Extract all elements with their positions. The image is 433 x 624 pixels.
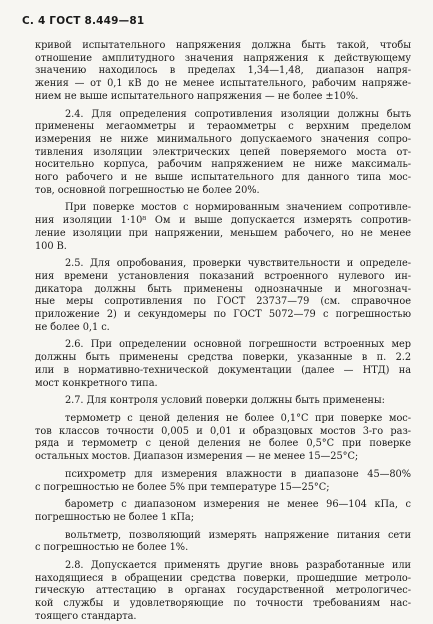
text-line: тов, основной погрешностью не более 20%. [35,184,260,196]
text-line: ния изоляции 1·10⁸ Ом и выше допускается измерять сопротив- [35,215,411,227]
text-line: мост конкретного типа. [35,377,158,389]
text-line: термометр с ценой деления не более 0,1°С при поверке мос- [65,412,411,424]
paragraph [35,109,411,198]
text-line: кой службы и удовлетворяющие по точности требованиям нас- [35,598,411,610]
text-line: находящиеся в обращении средства поверки, прошедшие метроло- [35,572,411,584]
text-line: приложение 2) и секундомеры по ГОСТ 5072—79 с погрешностью [35,309,411,321]
text-line: тоящего стандарта. [35,610,137,622]
paragraph [35,499,411,524]
text-line: или в нормативно-технической документации (далее — НТД) на [35,364,411,376]
text-line: При поверке мостов с нормированным значением сопротивле- [65,202,411,214]
text-line: должны быть применены средства поверки, указанные в п. 2.2 [35,352,411,364]
text-line: не более 0,1 с. [35,321,110,333]
text-line: тов классов точности 0,005 и 0,01 и образцовых мостов 3-го раз- [35,425,411,437]
text-line: измерения не ниже минимального допускаемого значения сопро- [35,133,411,145]
text-line: носительно корпуса, рабочим напряжением не ниже максималь- [35,159,411,171]
text-line: 2.6. При определении основной погрешности встроенных мер [65,339,411,351]
paragraph [35,395,411,408]
text-line: 100 В. [35,240,67,252]
text-line: 2.5. Для опробования, проверки чувствительности и определе- [65,258,411,270]
text-line: жения — от 0,1 кВ до не менее испытательного, рабочим напряже- [35,78,411,90]
text-line: барометр с диапазоном измерения не менее 96—104 кПа, с [65,499,411,511]
paragraph [35,258,411,334]
document-body [35,40,411,624]
text-line: 2.4. Для определения сопротивления изоляции должны быть [65,108,411,120]
text-line: значению находилось в пределах 1,34—1,48, диапазон напря- [35,65,411,77]
paragraph [35,413,411,464]
text-line: отношение амплитудного значения напряжения к действующему [35,52,411,64]
paragraph [35,530,411,555]
text-line: ряда и термометр с ценой деления не более 0,5°С при поверке [35,438,411,450]
text-line: с погрешностью не более 1%. [35,542,189,554]
paragraph [35,202,411,253]
text-line: ния времени установления показаний встроенного нулевого ин- [35,270,411,282]
text-line: ные меры сопротивления по ГОСТ 23737—79 (см. справочное [35,296,411,308]
page-header: С. 4 ГОСТ 8.449—81 [22,15,145,27]
text-line: погрешностью не более 1 кПа; [35,511,194,523]
paragraph [35,469,411,494]
text-line: кривой испытательного напряжения должна быть такой, чтобы [35,40,411,51]
text-line: применены мегаомметры и тераомметры с верхним пределом [35,121,411,133]
text-line: ление изоляции при напряжении, меньшем рабочего, но не менее [35,227,411,239]
text-line: психрометр для измерения влажности в диапазоне 45—80% [65,468,411,480]
text-line: вольтметр, позволяющий измерять напряжение питания сети [65,529,411,541]
paragraph [35,339,411,390]
text-line: ного рабочего и не выше испытательного для данного типа мос- [35,172,411,184]
text-line: 2.8. Допускается применять другие вновь разработанные или [65,560,411,572]
text-line: дикатора должны быть применены однозначные и многознач- [35,283,411,295]
text-line: тивления изоляции электрических цепей поверяемого моста от- [35,146,411,158]
paragraph [35,560,411,624]
text-line: остальных мостов. Диапазон измерения — не менее 15—25°С; [35,451,359,463]
text-line: нием не выше испытательного напряжения — не более ±10%. [35,90,359,102]
text-line: с погрешностью не более 5% при температуре 15—25°С; [35,481,330,493]
text-line: гическую аттестацию в органах государственной метрологичес- [35,585,411,597]
paragraph [35,40,411,104]
text-line: 2.7. Для контроля условий поверки должны быть применены: [65,395,385,407]
